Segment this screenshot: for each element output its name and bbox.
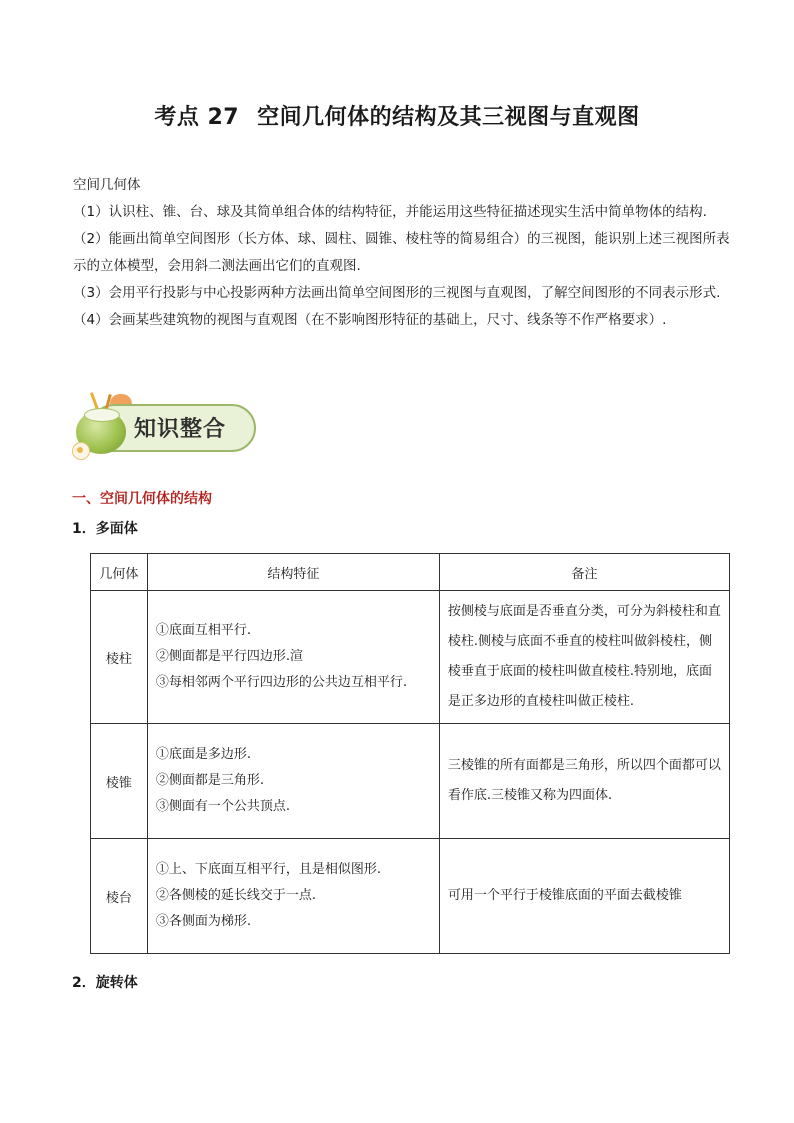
- feature-line: ③每相邻两个平行四边形的公共边互相平行.: [155, 675, 407, 690]
- feature-line: ①上、下底面互相平行，且是相似图形.: [155, 862, 381, 877]
- features-cell: [147, 839, 439, 954]
- banner-label: 知识整合: [134, 416, 227, 442]
- table-header: 备注: [439, 554, 729, 591]
- table-row: [91, 724, 730, 839]
- feature-line: ①底面互相平行.: [155, 623, 251, 638]
- solid-name: 棱台: [91, 839, 148, 954]
- subheading-revolution: 2．旋转体: [72, 975, 138, 991]
- intro-section: [73, 172, 733, 334]
- section-heading: 一、空间几何体的结构: [72, 491, 212, 507]
- table-header: 结构特征: [147, 554, 439, 591]
- note-text: 按侧棱与底面是否垂直分类，可分为斜棱柱和直棱柱.侧棱与底面不垂直的棱柱叫做斜棱柱，侧棱垂直于底面的棱柱叫做直棱柱.特别地，底面是正多边形的直棱柱叫做正棱柱.: [447, 604, 721, 709]
- note-text: 三棱锥的所有面都是三角形，所以四个面都可以看作底.三棱锥又称为四面体.: [447, 758, 721, 803]
- intro-item-4: （4）会画某些建筑物的视图与直观图（在不影响图形特征的基础上，尺寸、线条等不作严格要求）.: [73, 312, 667, 328]
- table-row: [91, 591, 730, 724]
- polyhedron-table: [90, 553, 730, 954]
- note-cell: [439, 724, 729, 839]
- intro-heading: 空间几何体: [73, 177, 141, 193]
- note-cell: [439, 591, 729, 724]
- intro-item-3: （3）会用平行投影与中心投影两种方法画出简单空间图形的三视图与直观图，了解空间图形的不同表示形式.: [73, 285, 721, 301]
- flower-center-icon: [77, 447, 83, 453]
- solid-name: 棱锥: [91, 724, 148, 839]
- feature-line: ③各侧面为梯形.: [155, 914, 251, 929]
- table-header-row: [91, 554, 730, 591]
- feature-line: ①底面是多边形.: [155, 747, 251, 762]
- features-cell: [147, 724, 439, 839]
- umbrella-icon: [110, 394, 132, 404]
- coconut-top-icon: [84, 408, 120, 422]
- note-text: 可用一个平行于棱锥底面的平面去截棱锥: [447, 888, 682, 903]
- knowledge-banner: [72, 392, 254, 464]
- features-cell: [147, 591, 439, 724]
- page-title: [0, 100, 794, 131]
- subheading-polyhedron: 1．多面体: [72, 521, 138, 537]
- table-row: [91, 839, 730, 954]
- solid-name: 棱柱: [91, 591, 148, 724]
- intro-item-1: （1）认识柱、锥、台、球及其简单组合体的结构特征，并能运用这些特征描述现实生活中简单物体的结构.: [73, 204, 707, 220]
- feature-line: ②各侧棱的延长线交于一点.: [155, 888, 316, 903]
- feature-line: ②侧面都是平行四边形.渲: [155, 649, 303, 664]
- table-header: 几何体: [91, 554, 148, 591]
- note-cell: [439, 839, 729, 954]
- title-number: 考点 27: [154, 105, 240, 130]
- feature-line: ②侧面都是三角形.: [155, 773, 264, 788]
- title-text: 空间几何体的结构及其三视图与直观图: [257, 105, 640, 130]
- feature-line: ③侧面有一个公共顶点.: [155, 799, 290, 814]
- intro-item-2: （2）能画出简单空间图形（长方体、球、圆柱、圆锥、棱柱等的简易组合）的三视图，能识别上述三视图所表示的立体模型，会用斜二测法画出它们的直观图.: [73, 231, 730, 274]
